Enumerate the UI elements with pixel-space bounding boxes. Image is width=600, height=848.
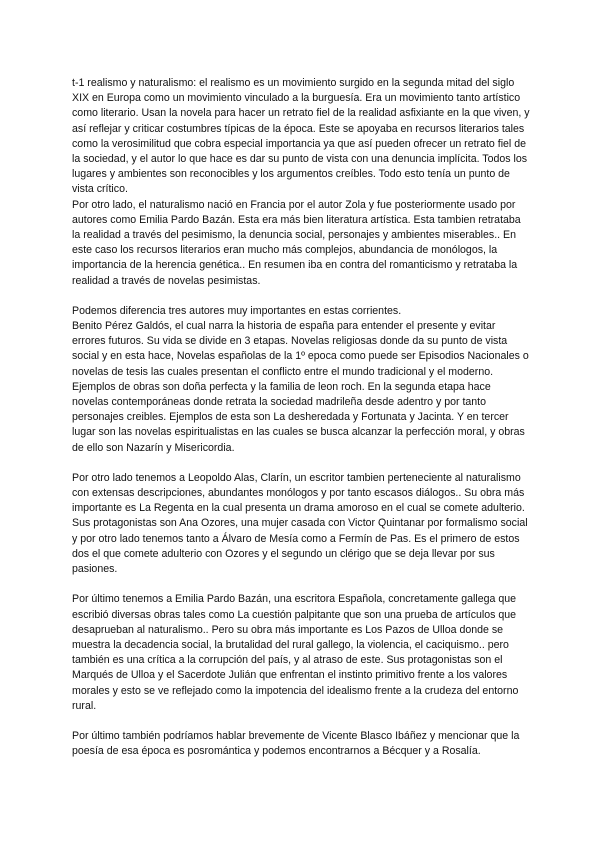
paragraph-clarin: Por otro lado tenemos a Leopoldo Alas, Clarín, un escritor tambien perteneciente al naturalismo con extensas descripciones, abundantes monólogos y por tanto escasos diálogos.. Su obra más importante es La Regenta en la cual presenta un drama amoroso en el cual se comete adulterio. Sus protagonistas son Ana Ozores, una mujer casada con Victor Quintanar por formalismo social y por otro lado tenemos tanto a Álvaro de Mesía como a Fermín de Pas. Es el primero de estos dos el que comete adulterio con Ozores y el segundo un clérigo que se deja llevar por sus pasiones.: [72, 471, 528, 576]
document-page: [72, 76, 530, 759]
paragraph-pardo-bazan: Por último tenemos a Emilia Pardo Bazán, una escritora Española, concretamente gallega que escribió diversas obras tales como La cuestión palpitante que son una prueba de artículos que desaprueban al naturalismo.. Pero su obra más importante es Los Pazos de Ulloa donde se muestra la decadencia social, la brutalidad del rural gallego, la violencia, el caciquismo.. pero también es una crítica a la corrupción del país, y al atraso de este. Sus protagonistas son el Marqués de Ulloa y el Sacerdote Julián que enfrentan el instinto primitivo frente a los valores morales y esto se ve reflejado como la impotencia del idealismo frente a la crudeza del entorno rural.: [72, 593, 519, 712]
paragraph-naturalismo: Por otro lado, el naturalismo nació en Francia por el autor Zola y fue posteriormente usado por autores como Emilia Pardo Bazán. Esta era más bien literatura artística. Esta tambien retrataba la realidad a través del pesimismo, la denuncia social, personajes y ambientes miserables.. En este caso los recursos literarios eran mucho más complejos, abundancia de monólogos, la importancia de la herencia genética.. En resumen iba en contra del romanticismo y retrataba la realidad a través de novelas pesimistas.: [72, 198, 521, 287]
paragraph-tres-autores: Podemos diferencia tres autores muy importantes en estas corrientes.: [72, 304, 402, 317]
paragraph-realismo: t-1 realismo y naturalismo: el realismo es un movimiento surgido en la segunda mitad del siglo XIX en Europa como un movimiento vinculado a la burguesía. Era un movimiento tanto artístico como literario. Usan la novela para hacer un retrato fiel de la realidad asfixiante en la que viven, y así reflejar y criticar costumbres típicas de la época. Este se apoyaba en recursos literarios tales como la verosimilitud que cobra especial importancia ya que así pueden ofrecer un retrato fiel de la sociedad, y el autor lo que hace es dar su punto de vista con una denuncia implícita. Todos los lugares y ambientes son reconocibles y los argumentos creíbles. Todo esto tenía un punto de vista crítico.: [72, 77, 530, 196]
paragraph-spacer: [72, 456, 530, 471]
paragraph-galdos: Benito Pérez Galdós, el cual narra la historia de españa para entender el presente y evitar errores futuros. Su vida se divide en 3 etapas. Novelas religiosas donde da su punto de vista social y en esta hace, Novelas españolas de la 1º epoca como puede ser Episodios Nacionales o novelas de tesis las cuales presentan el conflicto entre el mundo tradicional y el moderno. Ejemplos de obras son doña perfecta y la familia de leon roch. En la segunda etapa hace novelas contemporáneas donde retrata la sociedad madrileña desde adentro y por tanto personajes creibles. Ejemplos de esta son La desheredada y Fortunata y Jacinta. Y en tercer lugar son las novelas espiritualistas en las cuales se busca alcanzar la perfección moral, y obras de ello son Nazarín y Misericordia.: [72, 320, 529, 454]
paragraph-spacer: [72, 577, 530, 592]
paragraph-spacer: [72, 289, 530, 304]
paragraph-blasco-ibanez: Por último también podríamos hablar brevemente de Vicente Blasco Ibáñez y mencionar que la poesía de esa época es posromántica y podemos encontrarnos a Bécquer y a Rosalía.: [72, 729, 520, 758]
paragraph-spacer: [72, 714, 530, 729]
